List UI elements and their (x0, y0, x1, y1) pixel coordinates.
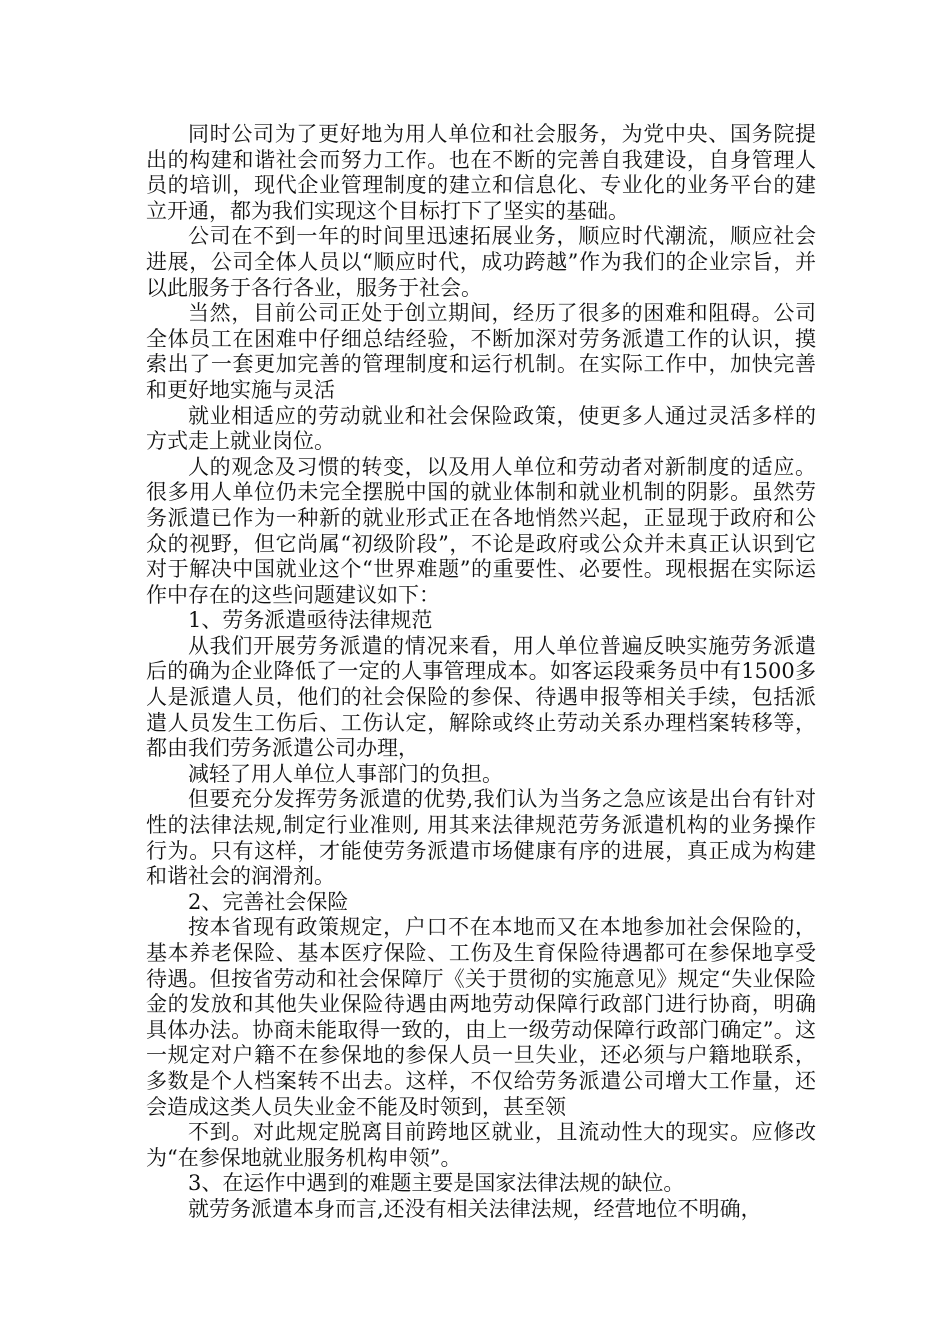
paragraph-social-insurance: 按本省现有政策规定，户口不在本地而又在本地参加社会保险的，基本养老保险、基本医疗保险、工伤及生育保险待遇都可在参保地享受待遇。但按省劳动和社会保障厅《关于贯彻的实施意见》规定“失业保险金的发放和其他失业保险待遇由两地劳动保障行政部门进行协商，明确具体办法。协商未能取得一致的，由上一级劳动保障行政部门确定”。这一规定对户籍不在参保地的参保人员一旦失业，还必须与户籍地联系，多数是个人档案转不出去。这样，不仅给劳务派遣公司增大工作量，还会造成这类人员失业金不能及时领到，甚至领 (146, 915, 816, 1119)
paragraph-legal-regulation: 但要充分发挥劳务派遣的优势,我们认为当务之急应该是出台有针对性的法律法规,制定行业准则, 用其来法律规范劳务派遣机构的业务操作行为。只有这样，才能使劳务派遣市场健康有序的进展，真正成为构建和谐社会的润滑剂。 (146, 787, 816, 889)
paragraph-concept-change: 人的观念及习惯的转变，以及用人单位和劳动者对新制度的适应。很多用人单位仍未完全摆脱中国的就业体制和就业机制的阴影。虽然劳务派遣已作为一种新的就业形式正在各地悄然兴起，正显现于政府和公众的视野，但它尚属“初级阶段”，不论是政府或公众并未真正认识到它对于解决中国就业这个“世界难题”的重要性、必要性。现根据在实际运作中存在的这些问题建议如下： (146, 454, 816, 607)
paragraph-flexible-employment: 就业相适应的劳动就业和社会保险政策，使更多人通过灵活多样的方式走上就业岗位。 (146, 403, 816, 454)
paragraph-company-service: 同时公司为了更好地为用人单位和社会服务，为党中央、国务院提出的构建和谐社会而努力工作。也在不断的完善自我建设，自身管理人员的培训，现代企业管理制度的建立和信息化、专业化的业务平台的建立开通，都为我们实现这个目标打下了坚实的基础。 (146, 122, 816, 223)
paragraph-suggested-amendment: 不到。对此规定脱离目前跨地区就业，且流动性大的现实。应修改为“在参保地就业服务机构申领”。 (146, 1120, 816, 1170)
document-page (146, 122, 816, 1223)
paragraph-company-growth: 公司在不到一年的时间里迅速拓展业务，顺应时代潮流，顺应社会进展，公司全体人员以“顺应时代，成功跨越”作为我们的企业宗旨，并以此服务于各行各业，服务于社会。 (146, 224, 816, 300)
paragraph-startup-difficulties: 当然，目前公司正处于创立期间，经历了很多的困难和阻碍。公司全体员工在困难中仔细总结经验，不断加深对劳务派遣工作的认识，摸索出了一套更加完善的管理制度和运行机制。在实际工作中，加快完善和更好地实施与灵活 (146, 301, 816, 402)
paragraph-law-absence: 就劳务派遣本身而言,还没有相关法律法规，经营地位不明确， (188, 1196, 762, 1221)
paragraph-reduced-burden: 减轻了用人单位人事部门的负担。 (188, 761, 503, 786)
section-heading-1: 1、劳务派遣亟待法律规范 (188, 608, 433, 633)
section-heading-3: 3、在运作中遇到的难题主要是国家法律法规的缺位。 (188, 1171, 685, 1196)
paragraph-dispatch-practice: 从我们开展劳务派遣的情况来看，用人单位普遍反映实施劳务派遣后的确为企业降低了一定的人事管理成本。如客运段乘务员中有1500多人是派遣人员，他们的社会保险的参保、待遇申报等相关手续，包括派遣人员发生工伤后、工伤认定，解除或终止劳动关系办理档案转移等，都由我们劳务派遣公司办理， (146, 633, 816, 761)
section-heading-2: 2、完善社会保险 (188, 889, 349, 914)
